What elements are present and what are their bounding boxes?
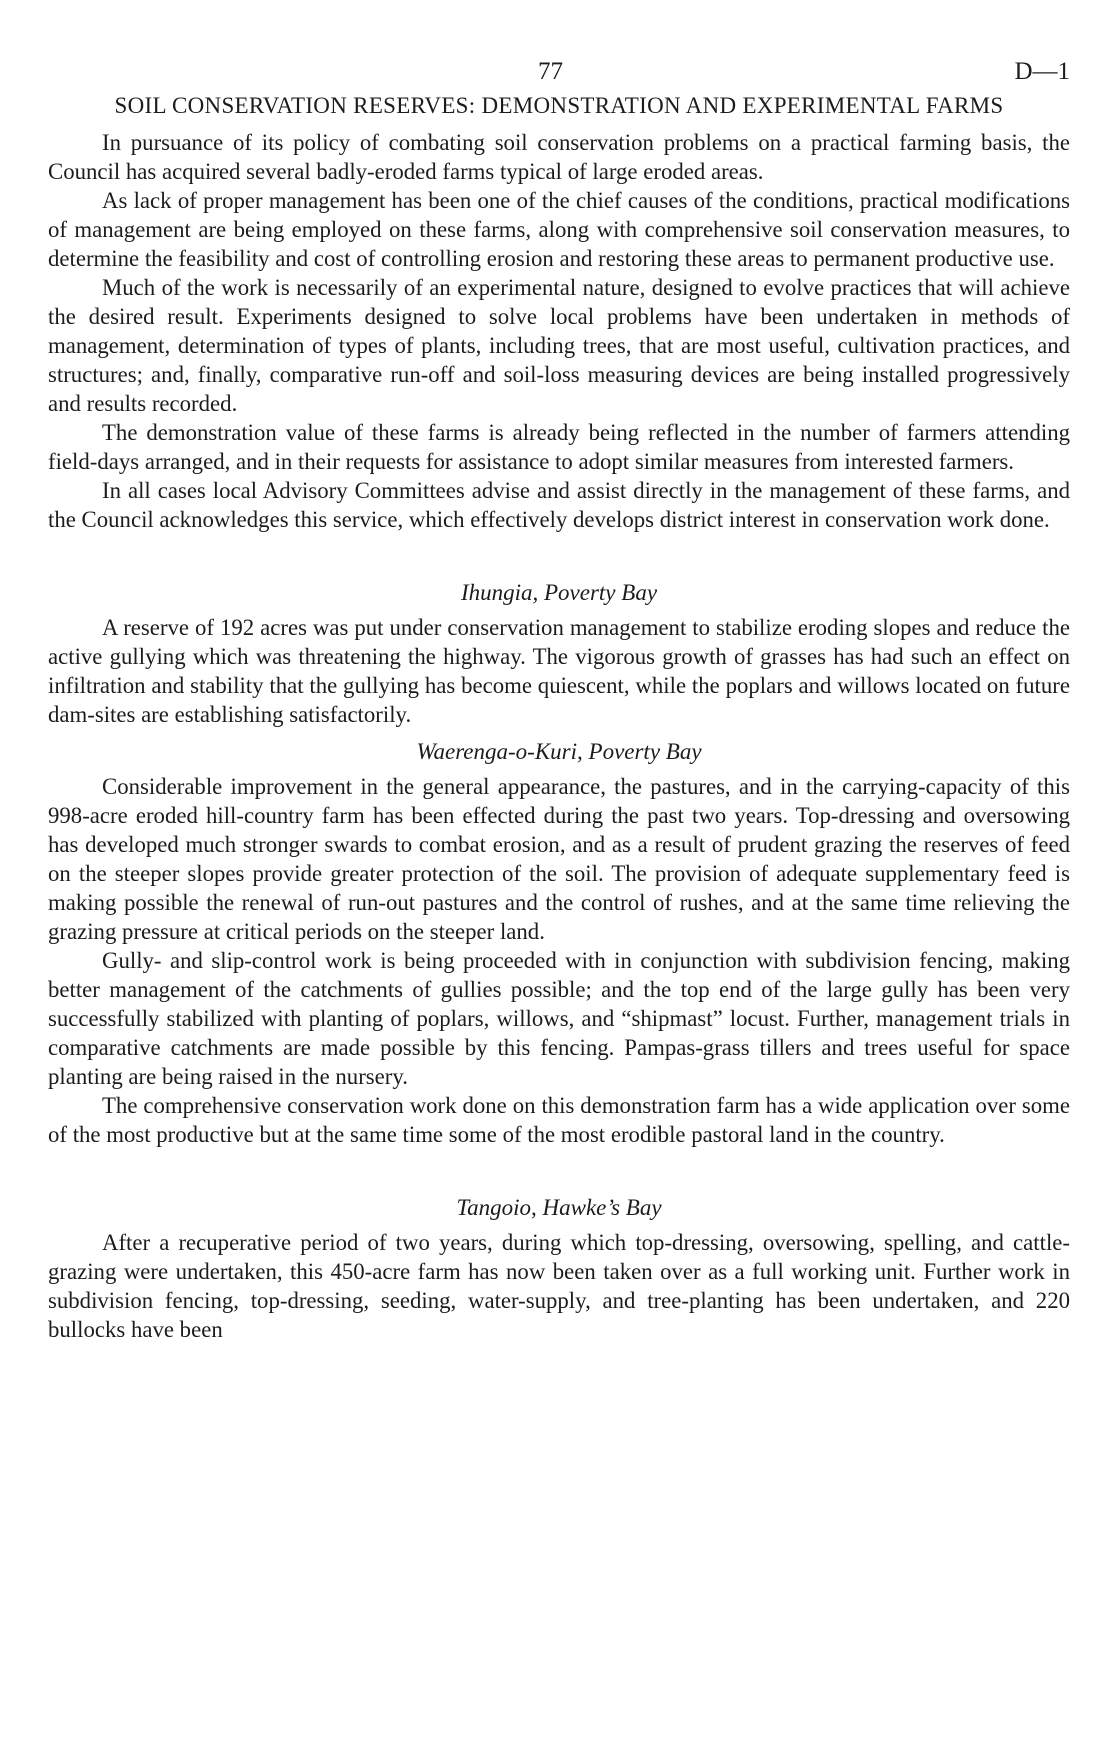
section-ihungia [48,578,1070,729]
running-header [48,52,1070,92]
section-heading: Ihungia, Poverty Bay [460,580,658,605]
page-title: SOIL CONSERVATION RESERVES: DEMONSTRATION AND EXPERIMENTAL FARMS [114,93,1004,118]
document-reference: D—1 [1014,58,1070,85]
section-heading: Waerenga-o-Kuri, Poverty Bay [416,739,702,764]
body-paragraph: The comprehensive conservation work done on this demonstration farm has a wide application over some of the most productive but at the same time some of the most erodible pastoral land in the country. [48,1093,1070,1147]
section-waerenga-o-kuri [48,737,1070,1149]
body-paragraph: Much of the work is necessarily of an experimental nature, designed to evolve practices that will achieve the desired result. Experiments designed to solve local problems have been undertaken in methods of management, determination of types of plants, including trees, that are most useful, cultivation practices, and structures; and, finally, comparative run-off and soil-loss measuring devices are being installed progressively and results recorded. [48,275,1070,416]
body-paragraph: As lack of proper management has been one of the chief causes of the conditions, practical modifications of management are being employed on these farms, along with comprehensive soil conservation measures, to determine the feasibility and cost of controlling erosion and restoring these areas to permanent productive use. [48,188,1070,271]
body-paragraph: The demonstration value of these farms is already being reflected in the number of farmers attending field-days arranged, and in their requests for assistance to adopt similar measures from interested farmers. [48,420,1070,474]
body-paragraph: A reserve of 192 acres was put under conservation management to stabilize eroding slopes and reduce the active gullying which was threatening the highway. The vigorous growth of grasses has had such an effect on infiltration and stability that the gullying has become quiescent, while the poplars and willows located on future dam-sites are establishing satisfactorily. [48,615,1070,727]
body-paragraph: After a recuperative period of two years, during which top-dressing, oversowing, spelling, and cattle-grazing were undertaken, this 450-acre farm has now been taken over as a full working unit. Further work in subdivision fencing, top-dressing, seeding, water-supply, and tree-planting has been undertaken, and 220 bullocks have been [48,1230,1070,1342]
body-paragraph: Gully- and slip-control work is being proceeded with in conjunction with subdivision fencing, making better management of the catchments of gullies possible; and the top end of the large gully has been very successfully stabilized with planting of poplars, willows, and “shipmast” locust. Further, management trials in comparative catchments are made possible by this fencing. Pampas-grass tillers and trees useful for space planting are being raised in the nursery. [48,948,1070,1089]
body-paragraph: Considerable improvement in the general appearance, the pastures, and in the carrying-capacity of this 998-acre eroded hill-country farm has been effected during the past two years. Top-dressing and oversowing has developed much stronger swards to combat erosion, and as a result of prudent grazing the reserves of feed on the steeper slopes provide greater protection of the soil. The provision of adequate supplementary feed is making possible the renewal of run-out pastures and the control of rushes, and at the same time relieving the grazing pressure at critical periods on the steeper land. [48,774,1070,944]
section-heading: Tangoio, Hawke’s Bay [456,1195,662,1220]
page-number: 77 [538,58,563,85]
body-paragraph: In all cases local Advisory Committees advise and assist directly in the management of these farms, and the Council acknowledges this service, which effectively develops district interest in conservation work done. [48,478,1070,532]
intro-section [48,128,1070,534]
document-page [48,52,1070,1344]
body-paragraph: In pursuance of its policy of combating soil conservation problems on a practical farming basis, the Council has acquired several badly-eroded farms typical of large eroded areas. [48,130,1070,184]
section-tangoio [48,1193,1070,1344]
